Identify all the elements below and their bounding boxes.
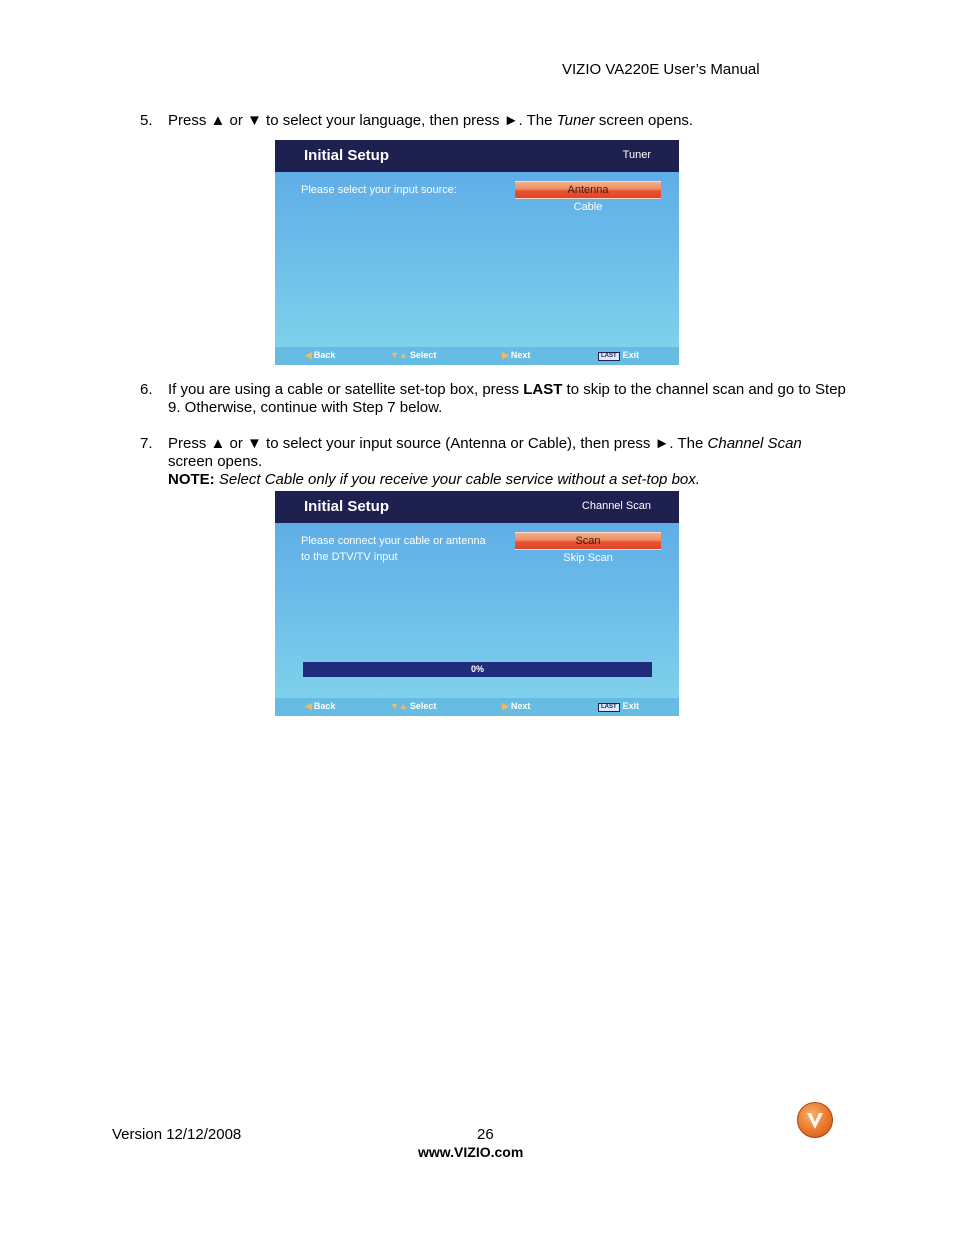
tv-footer [275,347,679,365]
footer-exit: LAST Exit [598,350,639,361]
scan-progress-bar: 0% [303,662,652,677]
step-text: If you are using a cable or satellite set-top box, press LAST to skip to the channel scan and go to Step 9. Otherwise, continue with Step 7 below. [168,381,846,416]
note-label: NOTE: [168,471,215,488]
step-text: Press ▲ or ▼ to select your language, then press ►. The Tuner screen opens. [168,112,694,129]
tv-subtitle: Channel Scan [581,500,651,512]
footer-next: ▶ Next [502,701,531,711]
page-number: 26 [477,1126,494,1143]
version-text: Version 12/12/2008 [112,1126,242,1143]
step-text: Press ▲ or ▼ to select your input source (Antenna or Cable), then press ►. The Channel Scan screen opens. NOTE: Select Cable only if you receive your cable service without a set-top box. [168,435,802,488]
note-text: Select Cable only if you receive your cable service without a set-top box. [218,471,700,488]
tv-title: Initial Setup [304,498,390,515]
left-arrow-icon: ◀ [305,350,312,360]
step-number: 6. [140,381,153,398]
up-down-arrow-icon: ▼▲ [390,701,408,711]
footer-select: ▼▲ Select [390,350,437,360]
manual-header: VIZIO VA220E User’s Manual [562,61,760,78]
tv-footer [275,698,679,716]
option-cable: Cable [573,201,603,213]
last-key-icon: LAST [598,703,620,712]
option-skip-scan: Skip Scan [563,552,613,564]
tv-subtitle: Tuner [622,149,651,161]
tv-title: Initial Setup [304,147,390,164]
right-arrow-icon: ▶ [502,350,509,360]
step-number: 5. [140,112,153,129]
website-url: www.VIZIO.com [418,1144,524,1160]
footer-back: ◀ Back [305,701,336,711]
option-antenna-selected: Antenna [515,181,661,199]
right-arrow-icon: ▶ [502,701,509,711]
tuner-screenshot [275,140,679,365]
v-mark-icon [798,1103,832,1137]
channel-scan-screenshot [275,491,679,716]
footer-exit: LAST Exit [598,701,639,712]
footer-next: ▶ Next [502,350,531,360]
vizio-logo-icon [797,1102,833,1138]
step-number: 7. [140,435,153,452]
option-scan-selected: Scan [515,532,661,550]
last-key-icon: LAST [598,352,620,361]
footer-back: ◀ Back [305,350,336,360]
footer-select: ▼▲ Select [390,701,437,711]
up-down-arrow-icon: ▼▲ [390,350,408,360]
tv-prompt: Please select your input source: [301,184,457,196]
left-arrow-icon: ◀ [305,701,312,711]
tv-prompt: Please connect your cable or antenna to the DTV/TV input [301,535,486,563]
